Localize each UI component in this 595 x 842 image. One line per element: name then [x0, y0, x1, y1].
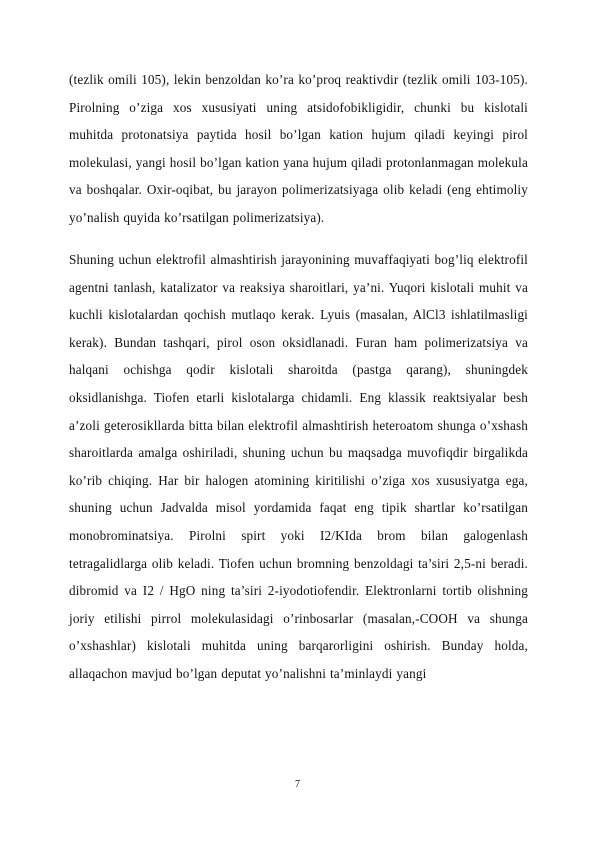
paragraph-1: (tezlik omili 105), lekin benzoldan ko’ra ko’proq reaktivdir (tezlik omili 103-105). Pirolning o’ziga xos xususiyati uning atsidofobikligidir, chunki bu kislotali muhitda protonatsiya paytida hosil bo’lgan kation hujum qiladi keyingi pirol molekulasi, yangi hosil bo’lgan kation yana hujum qiladi protonlanmagan molekula va boshqalar. Oxir-oqibat, bu jarayon polimerizatsiyaga olib keladi (eng ehtimoliy yo’nalish quyida ko’rsatilgan polimerizatsiya).	[69, 72, 528, 225]
page-number: 7	[295, 779, 300, 790]
paragraph-2: Shuning uchun elektrofil almashtirish jarayonining muvaffaqiyati bog’liq elektrofil agentni tanlash, katalizator va reaksiya sharoitlari, ya’ni. Yuqori kislotali muhit va kuchli kislotalardan qochish mutlaqo kerak. Lyuis (masalan, AlCl3 ishlatilmasligi kerak). Bundan tashqari, pirol oson oksidlanadi. Furan ham polimerizatsiya va halqani ochishga qodir kislotali sharoitda (pastga qarang), shuningdek oksidlanishga. Tiofen etarli kislotalarga chidamli. Eng klassik reaktsiyalar besh a’zoli geterosikllarda bitta bilan elektrofil almashtirish heteroatom shunga o’xshash sharoitlarda amalga oshiriladi, shuning uchun bu maqsadga muvofiqdir birgalikda ko’rib chiqing. Har bir halogen atomining kiritilishi o’ziga xos xususiyatga ega, shuning uchun Jadvalda misol yordamida faqat eng tipik shartlar ko’rsatilgan monobrominatsiya. Pirolni spirt yoki I2/KIda brom bilan galogenlash tetragalidlarga olib keladi. Tiofen uchun bromning benzoldagi ta’siri 2,5-ni beradi. dibromid va I2 / HgO ning ta’siri 2-iyodotiofendir. Elektronlarni tortib olishning joriy etilishi pirrol molekulasidagi o’rinbosarlar (masalan,-COOH va shunga o’xshashlar) kislotali muhitda uning barqarorligini oshirish. Bunday holda, allaqachon mavjud bo’lgan deputat yo’nalishni ta’minlaydi yangi	[69, 252, 528, 681]
